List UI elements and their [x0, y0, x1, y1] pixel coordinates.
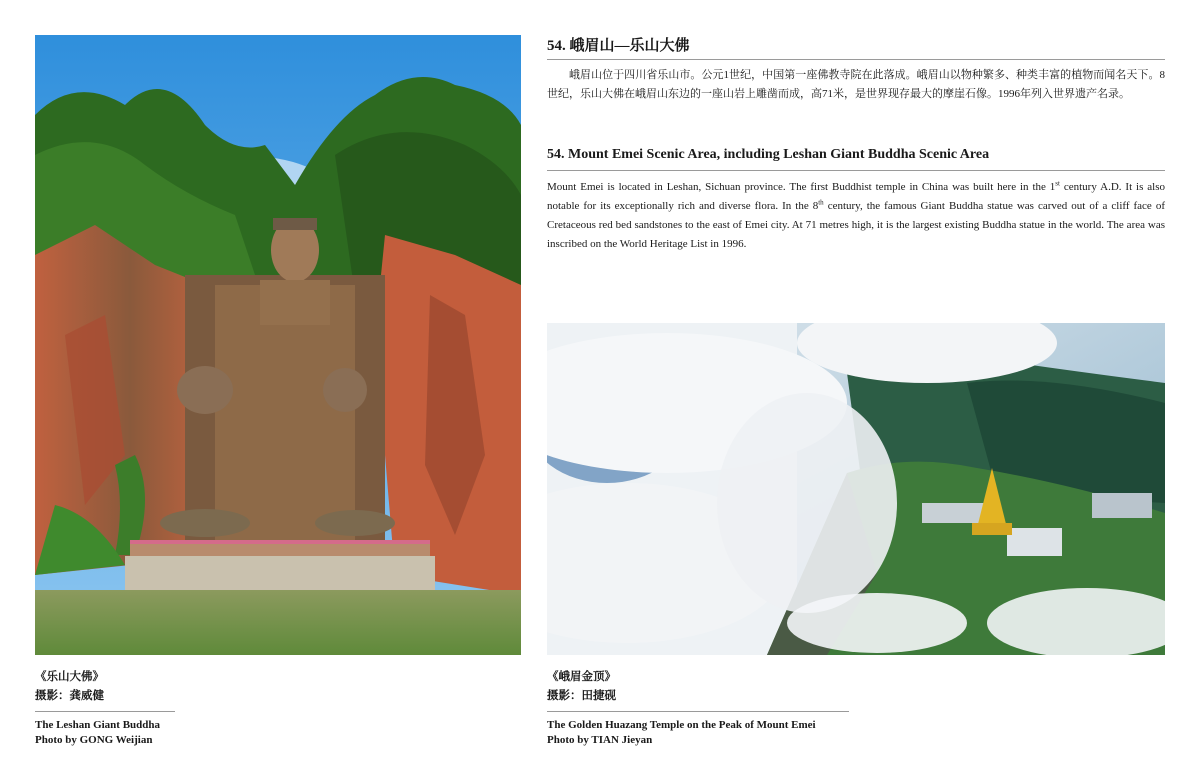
english-section-title: 54. Mount Emei Scenic Area, including Leshan Giant Buddha Scenic Area [547, 147, 990, 162]
right-caption-zh-photographer: 摄影：田捷砚 [547, 690, 616, 702]
chinese-description: 峨眉山位于四川省乐山市。公元1世纪，中国第一座佛教寺院在此落成。峨眉山以物种繁多、种类丰富的植物而闻名天下。8世纪，乐山大佛在峨眉山东边的一座山岩上雕凿而成，高71米，是世界现存最大的摩崖石像。1996年列入世界遗产名录。 [547, 69, 1165, 100]
right-caption-en-title: The Golden Huazang Temple on the Peak of Mount Emei [547, 719, 816, 731]
english-title-divider [547, 170, 1165, 171]
english-description [547, 178, 1165, 254]
left-caption-en-photographer: Photo by GONG Weijian [35, 734, 153, 746]
right-caption-en-photographer: Photo by TIAN Jieyan [547, 734, 653, 746]
leshan-giant-buddha-image [35, 35, 521, 655]
left-caption-zh-photographer: 摄影：龚威健 [35, 690, 104, 702]
right-caption-divider [547, 711, 849, 712]
title-divider [547, 59, 1165, 60]
right-caption-zh-title: 《峨眉金顶》 [547, 671, 616, 683]
left-caption-en-title: The Leshan Giant Buddha [35, 719, 161, 731]
english-description-part-1: Mount Emei is located in Leshan, Sichuan province. The first Buddhist temple in China was built here in the 1 [547, 181, 1056, 193]
english-description-part-3: century, the famous Giant Buddha statue was carved out of a cliff face of Cretaceous red bed sandstones to the east of Emei city. At 71 metres high, it is the largest existing Buddha statue in the world. The area was inscribed on the World Heritage List in 1996. [547, 200, 1165, 250]
left-caption-zh-title: 《乐山大佛》 [35, 671, 104, 683]
golden-summit-image [547, 323, 1165, 655]
english-description-part-2: century A.D. It is also notable for its exceptionally rich and diverse flora. In the 8 [547, 181, 1165, 212]
chinese-section-title: 54. 峨眉山—乐山大佛 [547, 38, 690, 54]
left-caption-divider [35, 711, 175, 712]
superscript-st: st [1055, 179, 1060, 188]
golden-summit-photo [547, 323, 1165, 655]
leshan-giant-buddha-photo [35, 35, 521, 655]
superscript-th: th [818, 198, 824, 207]
left-photo-caption [35, 668, 175, 748]
right-photo-caption [547, 668, 849, 748]
